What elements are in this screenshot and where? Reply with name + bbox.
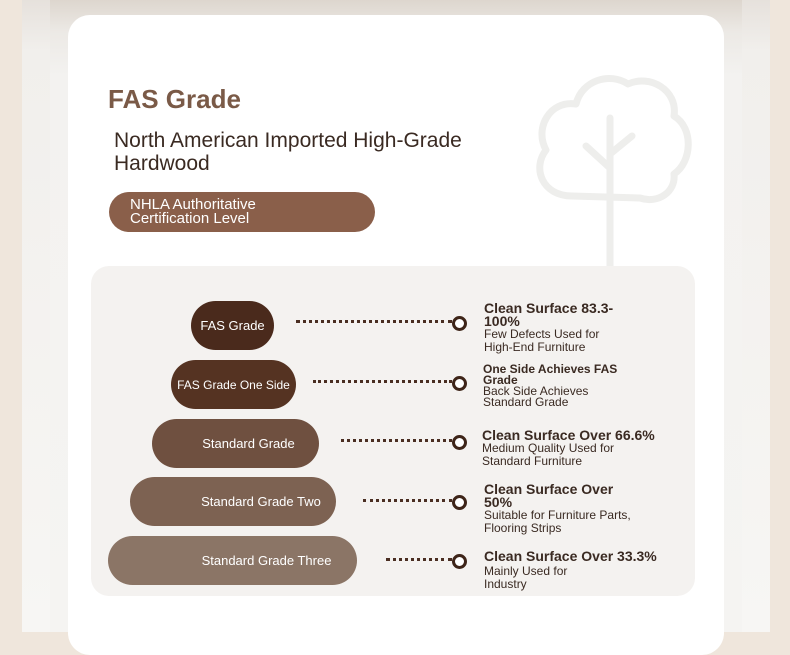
tier-pill xyxy=(130,477,336,526)
connector-ring xyxy=(452,554,467,569)
connector-dots xyxy=(341,439,452,442)
connector-ring xyxy=(452,495,467,510)
tier-pill xyxy=(191,301,274,350)
tier-pill xyxy=(171,360,296,409)
certification-badge-label: NHLA Authoritative Certification Level xyxy=(130,196,256,227)
tier-label: FAS Grade One Side xyxy=(177,377,290,392)
tier-headline: Clean Surface Over 66.6% xyxy=(482,427,655,443)
tier-pill xyxy=(152,419,319,468)
tier-description xyxy=(482,429,672,468)
tier-label: Standard Grade Three xyxy=(201,553,332,568)
tier-detail: Suitable for Furniture Parts, Flooring Strips xyxy=(484,508,631,535)
tier-label: FAS Grade xyxy=(200,318,265,333)
certification-badge xyxy=(109,192,375,232)
connector-ring xyxy=(452,316,467,331)
tier-headline: Clean Surface Over 33.3% xyxy=(484,548,657,564)
connector-ring xyxy=(452,435,467,450)
tier-label: Standard Grade Two xyxy=(201,494,321,509)
tier-detail: Mainly Used for Industry xyxy=(484,564,568,591)
tier-detail: Medium Quality Used for Standard Furniture xyxy=(482,441,615,468)
connector-dots xyxy=(313,380,452,383)
page-margin-right xyxy=(770,0,790,632)
tier-headline: Clean Surface 83.3-100% xyxy=(484,300,614,329)
tier-description xyxy=(484,550,674,591)
tier-label: Standard Grade xyxy=(202,436,295,451)
tier-description xyxy=(483,364,633,408)
tree-icon xyxy=(528,70,698,270)
page-title: FAS Grade xyxy=(108,84,241,114)
connector-ring xyxy=(452,376,467,391)
tier-detail: Few Defects Used for High-End Furniture xyxy=(484,327,600,354)
tier-description xyxy=(484,302,624,354)
tier-pill xyxy=(108,536,357,585)
tier-headline: One Side Achieves FAS Grade xyxy=(483,362,618,387)
page-subtitle: North American Imported High-Grade Hardwood xyxy=(114,129,462,175)
tier-headline: Clean Surface Over 50% xyxy=(484,481,614,510)
tier-description xyxy=(484,483,634,535)
connector-dots xyxy=(363,499,452,502)
connector-dots xyxy=(296,320,452,323)
connector-dots xyxy=(386,558,452,561)
tier-detail: Back Side Achieves Standard Grade xyxy=(483,384,589,409)
